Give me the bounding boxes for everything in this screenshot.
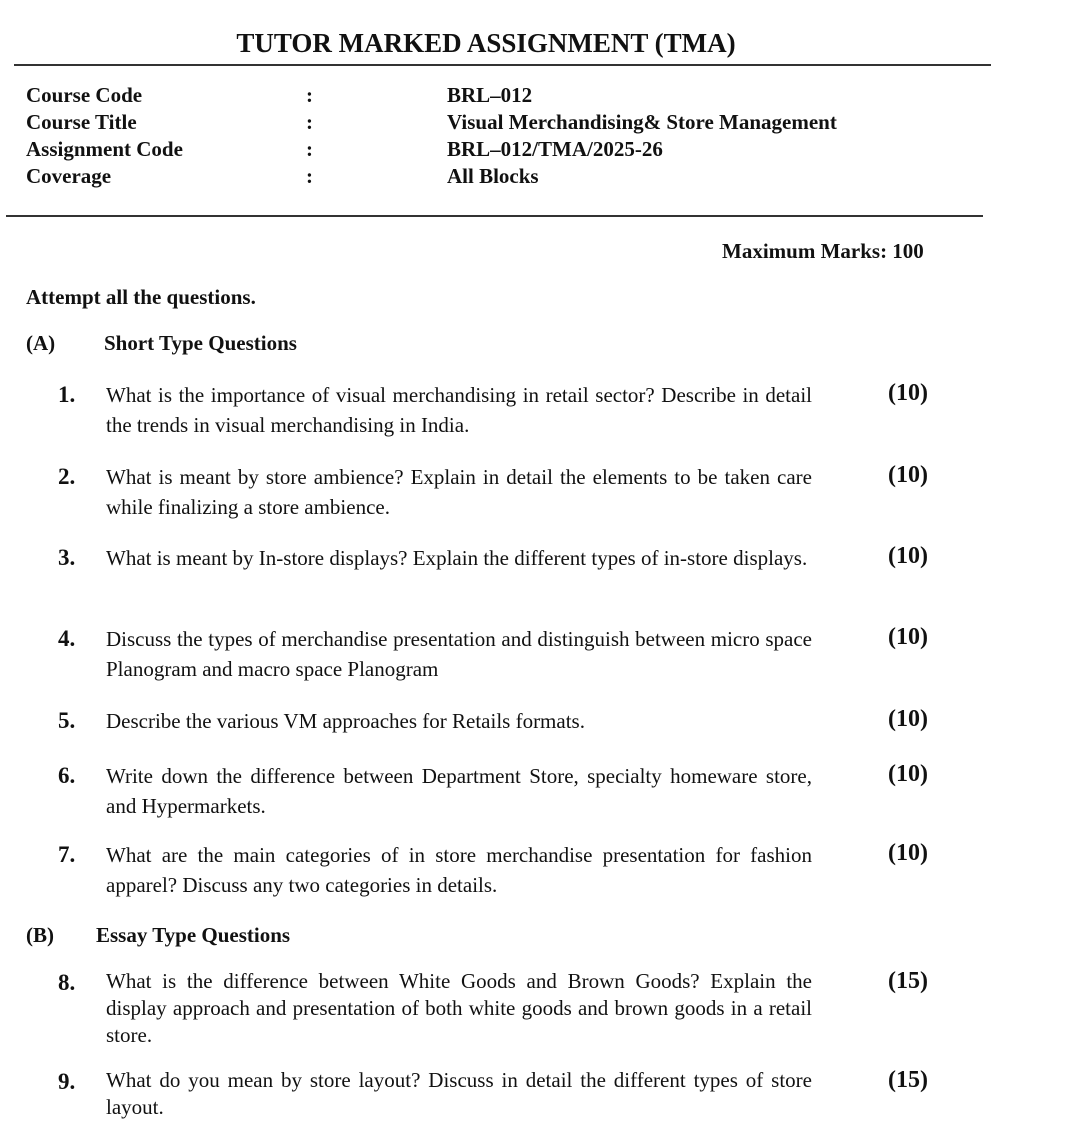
question-number: 5.	[58, 708, 76, 733]
question-number: 7.	[58, 842, 76, 867]
meta-separator: :	[306, 164, 313, 188]
question-marks: (15)	[888, 1067, 928, 1093]
question-text: What is the importance of visual merchandising in retail sector? Describe in detail the trends in visual merchandising in India.	[106, 383, 812, 437]
maximum-marks: Maximum Marks: 100	[722, 239, 924, 263]
section-label: (A)	[26, 331, 56, 355]
question-number: 9.	[58, 1069, 76, 1094]
question-marks: (10)	[888, 761, 928, 787]
meta-label: Assignment Code	[26, 137, 183, 161]
header-divider	[6, 215, 983, 217]
question-marks: (10)	[888, 840, 928, 866]
question-marks: (10)	[888, 624, 928, 650]
question-number: 3.	[58, 545, 76, 570]
question-text: What is the difference between White Goods and Brown Goods? Explain the display approach and presentation of both white goods and brown goods in a retail store.	[106, 969, 812, 1047]
question-text: What are the main categories of in store merchandise presentation for fashion apparel? Discuss any two categories in details.	[106, 843, 812, 897]
question-text: Describe the various VM approaches for Retails formats.	[106, 709, 585, 733]
question-marks: (10)	[888, 706, 928, 732]
question-text: What is meant by store ambience? Explain in detail the elements to be taken care while finalizing a store ambience.	[106, 465, 812, 519]
meta-label: Course Title	[26, 110, 137, 134]
question-number: 1.	[58, 382, 76, 407]
question-number: 8.	[58, 970, 76, 995]
meta-separator: :	[306, 110, 313, 134]
question-text: Discuss the types of merchandise presentation and distinguish between micro space Planogram and macro space Planogram	[106, 627, 812, 681]
meta-label: Course Code	[26, 83, 143, 107]
document-title: TUTOR MARKED ASSIGNMENT (TMA)	[236, 28, 736, 58]
question-number: 2.	[58, 464, 76, 489]
title-divider	[14, 64, 991, 66]
section-title: Essay Type Questions	[96, 923, 291, 947]
question-marks: (10)	[888, 543, 928, 569]
question-number: 6.	[58, 763, 76, 788]
question-text: What do you mean by store layout? Discuss in detail the different types of store layout.	[106, 1068, 812, 1119]
question-marks: (10)	[888, 380, 928, 406]
instruction: Attempt all the questions.	[26, 285, 256, 309]
question-text: What is meant by In-store displays? Explain the different types of in-store displays.	[106, 546, 808, 570]
section-label: (B)	[26, 923, 54, 947]
question-number: 4.	[58, 626, 76, 651]
meta-value: BRL–012/TMA/2025-26	[447, 137, 663, 161]
section-title: Short Type Questions	[104, 331, 297, 355]
question-text: Write down the difference between Department Store, specialty homeware store, and Hypermarkets.	[106, 764, 812, 818]
meta-value: BRL–012	[447, 83, 533, 107]
meta-separator: :	[306, 83, 313, 107]
question-marks: (15)	[888, 968, 928, 994]
meta-separator: :	[306, 137, 313, 161]
meta-value: Visual Merchandising& Store Management	[447, 110, 837, 134]
meta-value: All Blocks	[447, 164, 539, 188]
meta-label: Coverage	[26, 164, 112, 188]
question-marks: (10)	[888, 462, 928, 488]
